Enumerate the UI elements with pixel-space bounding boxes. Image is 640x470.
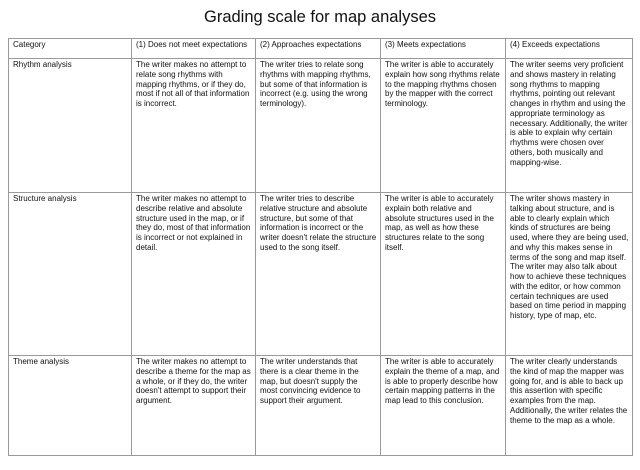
header-cell-level-2: (2) Approaches expectations <box>256 39 381 59</box>
grading-rubric-table <box>8 38 633 456</box>
cell-rhythm-level-1: The writer makes no attempt to relate song rhythms with mapping rhythms, or if they do, most if not all of that information is incorrect. <box>132 59 256 193</box>
cell-structure-level-2: The writer tries to describe relative structure and absolute structure, but some of that information is incorrect or the writer doesn't relate the structure used to the song itself. <box>256 193 381 356</box>
table-row-theme-analysis <box>9 356 633 456</box>
header-cell-level-3: (3) Meets expectations <box>381 39 506 59</box>
cell-theme-level-3: The writer is able to accurately explain the theme of a map, and is able to properly describe how certain mapping patterns in the map lead to this conclusion. <box>381 356 506 456</box>
cell-structure-level-1: The writer makes no attempt to describe relative and absolute structure used in the map, or if they do, most of that information is incorrect or not explained in detail. <box>132 193 256 356</box>
header-row <box>9 39 633 59</box>
cell-rhythm-level-4: The writer seems very proficient and shows mastery in relating song rhythms to mapping rhythms, pointing out relevant changes in rhythm and using the appropriate terminology as necessary. Additionally, the writer is able to explain why certain rhythms were chosen over others, both musically and mapping-wise. <box>506 59 633 193</box>
cell-structure-level-3: The writer is able to accurately explain both relative and absolute structures used in the map, as well as how these structures relate to the song itself. <box>381 193 506 356</box>
cell-rhythm-level-3: The writer is able to accurately explain how song rhythms relate to the mapping rhythms chosen by the mapper with the correct terminology. <box>381 59 506 193</box>
table-row-rhythm-analysis <box>9 59 633 193</box>
page-title: Grading scale for map analyses <box>203 8 437 26</box>
cell-theme-level-4: The writer clearly understands the kind of map the mapper was going for, and is able to back up this assertion with specific examples from the map. Additionally, the writer relates the theme to the map as a whole. <box>506 356 633 456</box>
cell-theme-level-2: The writer understands that there is a clear theme in the map, but doesn't supply the most convincing evidence to support their argument. <box>256 356 381 456</box>
cell-theme-level-1: The writer makes no attempt to describe a theme for the map as a whole, or if they do, the writer doesn't attempt to support their argument. <box>132 356 256 456</box>
cell-structure-category: Structure analysis <box>9 193 132 356</box>
header-cell-category: Category <box>9 39 132 59</box>
cell-rhythm-level-2: The writer tries to relate song rhythms with mapping rhythms, but some of that information is incorrect (e.g. using the wrong terminology). <box>256 59 381 193</box>
cell-theme-category: Theme analysis <box>9 356 132 456</box>
header-cell-level-4: (4) Exceeds expectations <box>506 39 633 59</box>
header-cell-level-1: (1) Does not meet expectations <box>132 39 256 59</box>
table-row-structure-analysis <box>9 193 633 356</box>
cell-rhythm-category: Rhythm analysis <box>9 59 132 193</box>
cell-structure-level-4: The writer shows mastery in talking about structure, and is able to clearly explain which kinds of structures are being used, where they are being used, and why this makes sense in terms of the song and map itself. The writer may also talk about how to achieve these techniques with the editor, or how common certain techniques are used based on time period in mapping history, type of map, etc. <box>506 193 633 356</box>
